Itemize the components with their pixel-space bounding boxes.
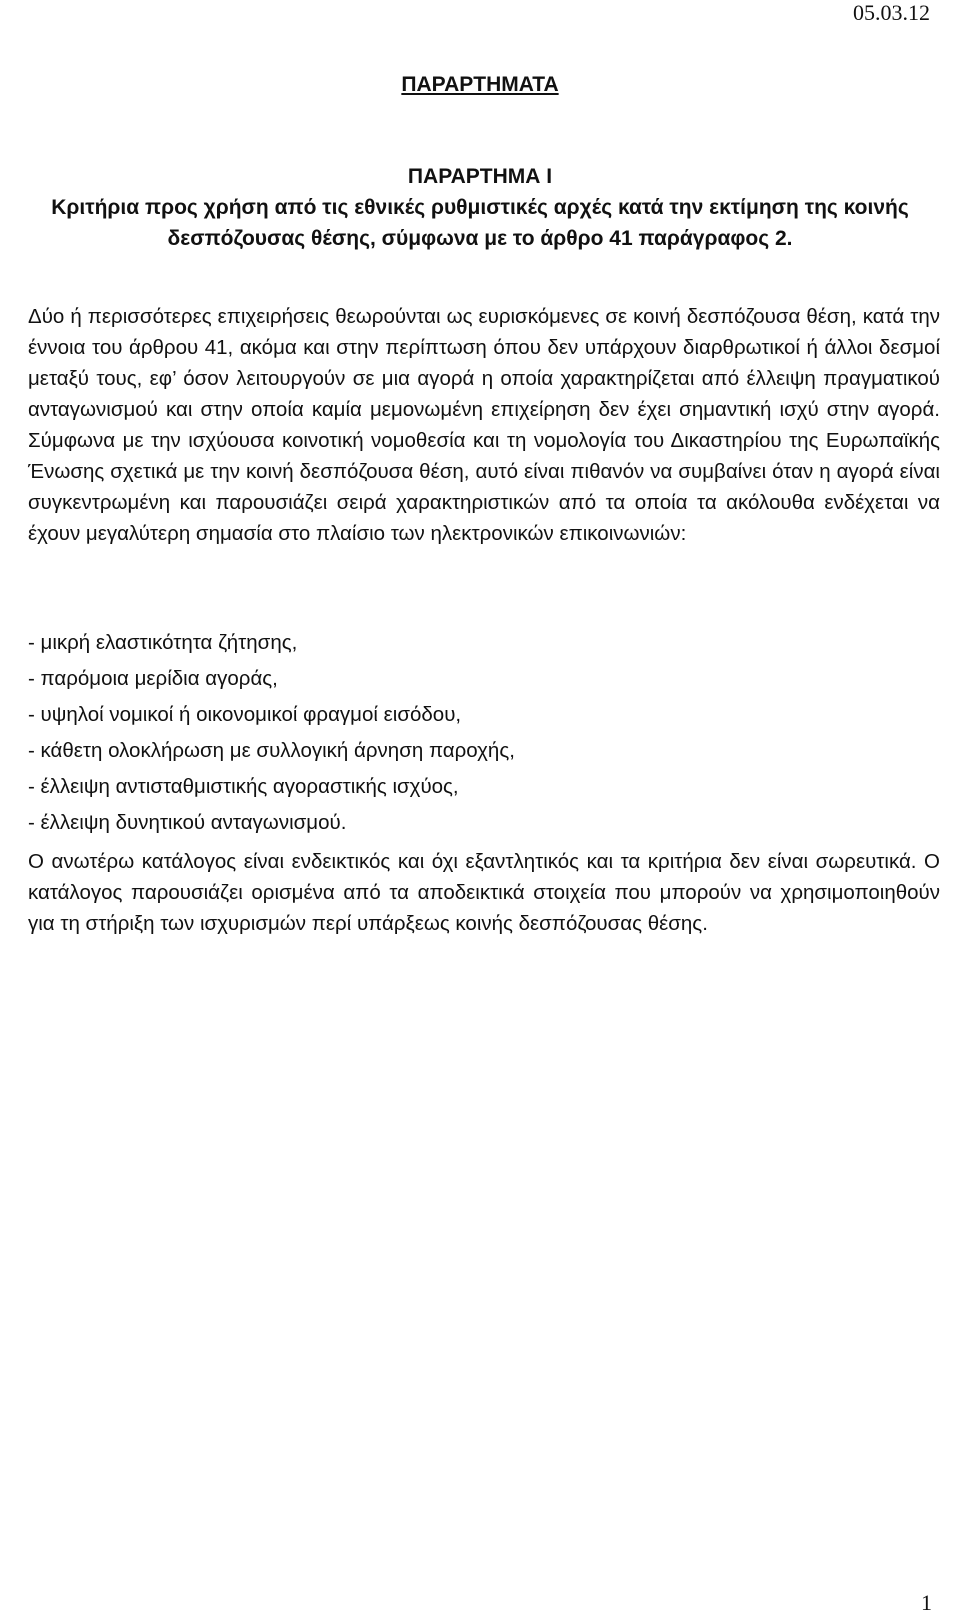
- closing-paragraph: Ο ανωτέρω κατάλογος είναι ενδεικτικός και όχι εξαντλητικός και τα κριτήρια δεν είναι σωρευτικά. Ο κατάλογος παρουσιάζει ορισμένα από τα αποδεικτικά στοιχεία που μπορούν να χρησιμοποιηθούν για τη στήριξη των ισχυρισμών περί υπάρξεως κοινής δεσπόζουσας θέσης.: [28, 850, 940, 935]
- annexes-title: ΠΑΡΑΡΤΗΜΑΤΑ: [401, 73, 559, 96]
- criteria-item: - έλλειψη δυνητικού ανταγωνισμού.: [28, 811, 347, 834]
- criteria-item: - παρόμοια μερίδια αγοράς,: [28, 667, 278, 690]
- annex-subtitle-line-2: δεσπόζουσας θέσης, σύμφωνα με το άρθρο 41 παράγραφος 2.: [167, 227, 793, 250]
- page-date: 05.03.12: [853, 0, 930, 25]
- intro-paragraph: Δύο ή περισσότερες επιχειρήσεις θεωρούνται ως ευρισκόμενες σε κοινή δεσπόζουσα θέση, κατά την έννοια του άρθρου 41, ακόμα και στην περίπτωση όπου δεν υπάρχουν διαρθρωτικοί ή άλλοι δεσμοί μεταξύ τους, εφ’ όσον λειτουργούν σε μια αγορά η οποία χαρακτηρίζεται από έλλειψη πραγματικού ανταγωνισμού και στην οποία καμία μεμονωμένη επιχείρηση δεν έχει σημαντική ισχύ στην αγορά. Σύμφωνα με την ισχύουσα κοινοτική νομοθεσία και τη νομολογία του Δικαστηρίου της Ευρωπαϊκής Ένωσης σχετικά με την κοινή δεσπόζουσα θέση, αυτό είναι πιθανόν να συμβαίνει όταν η αγορά είναι συγκεντρωμένη και παρουσιάζει σειρά χαρακτηριστικών από τα οποία τα ακόλουθα ενδέχεται να έχουν μεγαλύτερη σημασία στο πλαίσιο των ηλεκτρονικών επικοινωνιών:: [28, 305, 940, 545]
- page-number: 1: [921, 1590, 932, 1615]
- criteria-list: [28, 625, 940, 841]
- annex-subtitle-line-1: Κριτήρια προς χρήση από τις εθνικές ρυθμιστικές αρχές κατά την εκτίμηση της κοινής: [51, 196, 909, 219]
- criteria-item: - υψηλοί νομικοί ή οικονομικοί φραγμοί εισόδου,: [28, 703, 462, 726]
- criteria-item: - κάθετη ολοκλήρωση με συλλογική άρνηση παροχής,: [28, 739, 515, 762]
- annex-title: ΠΑΡΑΡΤΗΜΑ Ι: [407, 165, 553, 188]
- criteria-item: - μικρή ελαστικότητα ζήτησης,: [28, 631, 298, 654]
- criteria-item: - έλλειψη αντισταθμιστικής αγοραστικής ισχύος,: [28, 775, 459, 798]
- annex-heading: [0, 161, 960, 254]
